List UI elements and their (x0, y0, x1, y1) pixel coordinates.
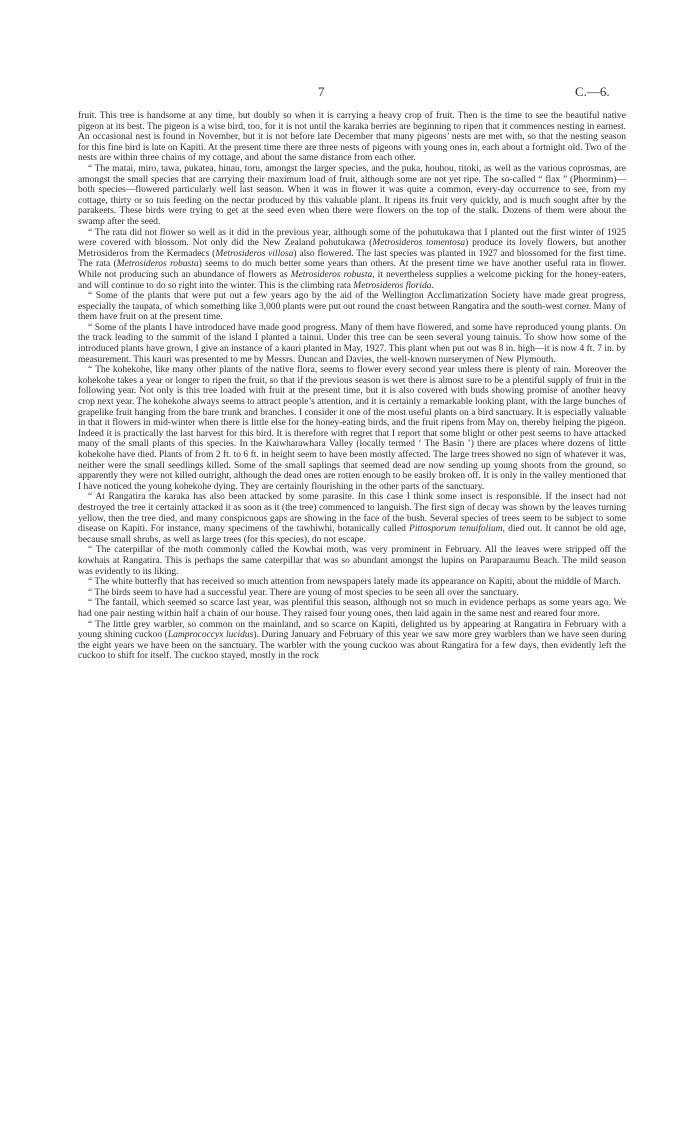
paragraph-text: , died out. It cannot be old age, because small shrubs, as well as large trees (for this species), do not escape. (78, 524, 626, 545)
paragraph-text: , it nevertheless supplies a welcome picking for the honey-eaters, and will continue to do so right into the winter. This is the climbing rata (78, 269, 626, 291)
paragraph (78, 365, 626, 492)
paragraph-text: “ Some of the plants that were put out a few years ago by the aid of the Wellington Acclimatization Society have made great progress, especially the taupata, of which something like 3,000 plants were put out round the coast between Rangatira and the south-west corner. Many of them have fruit on at the present time. (78, 291, 626, 323)
body-text (78, 111, 626, 662)
document-code: C.—6. (575, 84, 610, 99)
paragraph (78, 577, 626, 588)
paragraph-text: ) seems to do much better some years than others. At the present time we have another useful rata in flower. While not producing such an abundance of flowers as (78, 259, 627, 280)
paragraph-text: fruit. This tree is handsome at any time, but doubly so when it is carrying a heavy crop of fruit. Then is the time to see the beautiful native pigeon at its best. The pigeon is a wise bird, too, for it is not until the karaka berries are beginning to ripen that it commences nesting in earnest. An occasional nest is found in November, but it is not before late December that many pigeons’ nests are met with, so that the nesting season for this fine bird is late on Kapiti. At the present time there are three nests of pigeons with young ones in, each about a fortnight old. Two of the nests are within three chains of my cottage, and about the same distance from each other. (78, 111, 626, 164)
paragraph (78, 164, 626, 228)
species-name: Metrosideros florida (353, 280, 432, 291)
page-header (0, 84, 700, 100)
paragraph-text: ). During January and February of this year we saw more grey warblers than we have seen during the eight years we have been on the sanctuary. The warbler with the young cuckoo was about Rangatira for a few days, then evidently left the cuckoo to shift for itself. The cuckoo stayed, mostly in the rock (78, 630, 627, 662)
paragraph-text: ) also flowered. The last species was planted in 1927 and blossomed for the first time. The rata ( (78, 248, 626, 270)
paragraph-text: “ The little grey warbler, so common on the mainland, and so scarce on Kapiti, delighted us by appearing at Rangatira in February with a young shining cuckoo ( (78, 619, 626, 641)
paragraph (78, 492, 626, 545)
paragraph (78, 588, 626, 599)
paragraph-text: “ At Rangatira the karaka has also been attacked by some parasite. In this case I think some insect is responsible. If the insect had not destroyed the tree it certainly attacked it as soon as it (the tree) commenced to languish. The first sign of decay was shown by the leaves turning yellow, then the tree died, and many conspicuous gaps are showing in the face of the bush. Several species of trees seem to be subject to some disease on Kapiti. For instance, many specimens of the tawhiwhi, botanically called (78, 492, 626, 535)
paragraph-text: “ The caterpillar of the moth commonly called the Kowhai moth, was very prominent in February. All the leaves were stripped off the kowhais at Rangatira. This is perhaps the same caterpillar that was so abundant amongst the lupins on Paraparaumu Beach. The mild season was evidently to its liking. (78, 545, 626, 577)
species-name: Lamprococcyx lucidus (167, 630, 254, 641)
paragraph (78, 291, 626, 323)
paragraph-text: “ Some of the plants I have introduced have made good progress. Many of them have flowered, and some have reproduced young plants. On the track leading to the summit of the island I planted a tainui. Under this tree can be seen several young tainuis. To show how some of the introduced plants have grown, I give an instance of a kauri planted in May, 1927. This plant when put out was 8 in. high—it is now 4 ft. 7 in. by measurement. This kauri was presented to me by Messrs. Duncan and Davies, the well-known nurserymen of New Plymouth. (78, 322, 626, 365)
paragraph-text: “ The rata did not flower so well as it did in the previous year, although some of the pohutukawa that I planted out the first winter of 1925 were covered with blossom. Not only did the New Zealand pohutukawa ( (78, 227, 626, 249)
paragraph-text: “ The fantail, which seemed so scarce last year, was plentiful this season, although not so much in evidence perhaps as some years ago. We had one pair nesting within half a chain of our house. They raised four young ones, then laid again in the same nest and reared four more. (78, 598, 626, 619)
paragraph-text: . (431, 280, 434, 291)
species-name: Metrosideros robusta (116, 259, 199, 270)
species-name: Pittosporum tenuifolium (409, 524, 503, 535)
paragraph (78, 620, 626, 662)
paragraph-text: “ The birds seem to have had a successful year. There are young of most species to be seen all over the sanctuary. (88, 587, 519, 598)
paragraph-text: “ The kohekohe, like many other plants of the native flora, seems to flower every second year unless there is plenty of rain. Moreover the kohekohe takes a year or longer to ripen the fruit, so that if the previous season is wet there is almost sure to be a plentiful supply of fruit in the following year. Not only is this tree loaded with fruit at the present time, but it is also covered with buds showing promise of another heavy crop next year. The kohekohe always seems to attract people’s attention, and it is certainly a remarkable looking plant, with the large bunches of grapelike fruit hanging from the bare trunk and branches. I consider it one of the most useful plants on a bird sanctuary. It is especially valuable in that it flowers in mid-winter when there is little else for the honey-eating birds, and the fruit ripens from May on, thereby helping the pigeon. Indeed it is practically the last harvest for this bird. It is therefore with regret that I report that some blight or other pest seems to have attacked many of the small plants of this species. In the Kaiwharawhara Valley (locally termed ‘ The Basin ’) there are places where dozens of little kohekohe have died. Plants of from 2 ft. to 6 ft. in height seem to have been mostly affected. The large trees showed no sign of whatever it was, neither were the small seedlings killed. Some of the small saplings that seemed dead are now sending up young shoots from the ground, so apparently they were not killed outright, although the dead ones are rotten enough to be easily broken off. It is only in the valley mentioned that I have noticed the young kohekohe dying. They are certainly flourishing in the other parts of the sanctuary. (78, 365, 626, 492)
paragraph (78, 323, 626, 365)
species-name: Metrosideros robusta (290, 269, 373, 280)
paragraph-text: ) produce its lovely flowers, but another Metrosideros from the Kermadecs ( (78, 238, 626, 259)
species-name: Metrosideros villosa (215, 248, 294, 259)
paragraph-text: “ The white butterfly that has received so much attention from newspapers lately made its appearance on Kapiti, about the middle of March. (88, 577, 621, 588)
paragraph (78, 228, 626, 292)
page-number: 7 (318, 84, 325, 99)
species-name: Metrosideros tomentosa (372, 238, 466, 249)
paragraph (78, 111, 626, 164)
paragraph (78, 598, 626, 619)
paragraph (78, 545, 626, 577)
paragraph-text: “ The matai, miro, tawa, pukatea, hinau, toru, amongst the larger species, and the puka, houhou, titoki, as well as the various coprosmas, are amongst the small species that are carrying their maximum load of fruit, although some are not yet ripe. The so-called “ flax ” (Phorminm)—both species—flowered particularly well last season. When it was in flower it was quite a common, every-day occurrence to see, from my cottage, thirty or so tuis feeding on the nectar produced by this valuable plant. It ripens its fruit very quickly, and is much sought after by the parakeets. These birds were trying to get at the seed even when there were flowers on the top of the stalk. Dozens of them were about the swamp after the seed. (78, 163, 626, 227)
